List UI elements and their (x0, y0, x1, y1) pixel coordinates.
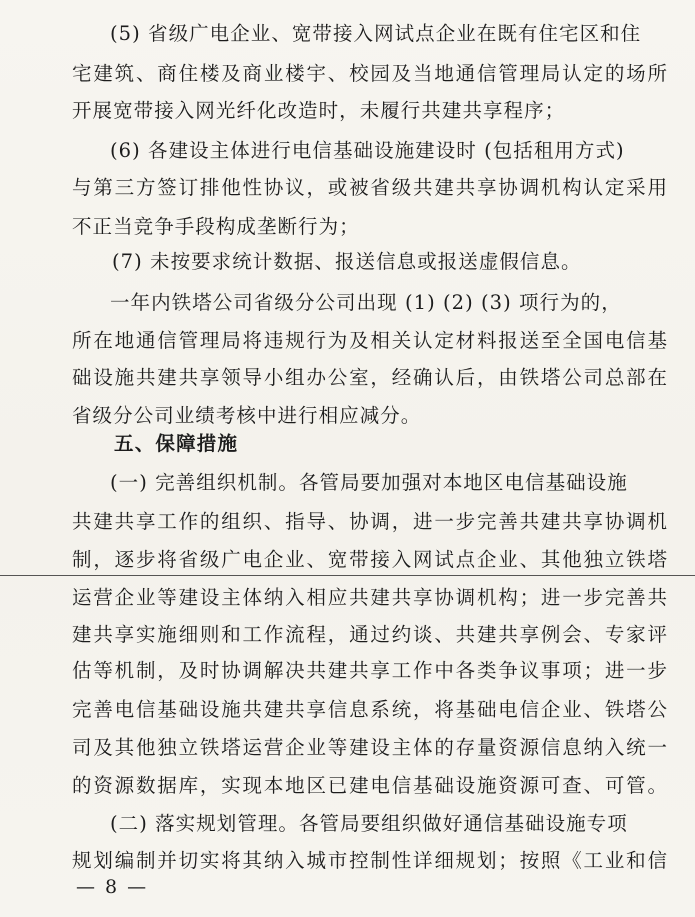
measure-1-line-2: 共建共享工作的组织、指导、协调，进一步完善共建共享协调机 (72, 510, 668, 533)
paragraph-6-line-2: 与第三方签订排他性协议，或被省级共建共享协调机构认定采用 (72, 176, 668, 199)
paragraph-7-line-1: (7) 未按要求统计数据、报送信息或报送虚假信息。 (112, 250, 582, 273)
measure-1-line-6: 估等机制，及时协调解决共建共享工作中各类争议事项；进一步 (72, 659, 668, 682)
penalty-paragraph-line-3: 础设施共建共享领导小组办公室，经确认后，由铁塔公司总部在 (72, 366, 668, 389)
paragraph-5-line-2: 宅建筑、商住楼及商业楼宇、校园及当地通信管理局认定的场所 (72, 62, 668, 85)
scan-artifact-line (0, 575, 695, 576)
measure-1-line-1: (一) 完善组织机制。各管局要加强对本地区电信基础设施 (110, 471, 628, 494)
penalty-paragraph-line-4: 省级分公司业绩考核中进行相应减分。 (72, 404, 422, 427)
measure-1-line-8: 司及其他独立铁塔运营企业等建设主体的存量资源信息纳入统一 (72, 736, 668, 759)
penalty-paragraph-line-1: 一年内铁塔公司省级分公司出现 (1) (2) (3) 项行为的， (110, 291, 622, 314)
section-heading: 五、保障措施 (114, 432, 239, 455)
measure-1-line-3: 制，逐步将省级广电企业、宽带接入网试点企业、其他独立铁塔 (72, 548, 668, 571)
paragraph-6-line-3: 不正当竞争手段构成垄断行为； (72, 215, 360, 238)
paragraph-6-line-1: (6) 各建设主体进行电信基础设施建设时 (包括租用方式) (110, 139, 625, 162)
measure-1-line-9: 的资源数据库，实现本地区已建电信基础设施资源可查、可管。 (72, 774, 668, 797)
penalty-paragraph-line-2: 所在地通信管理局将违规行为及相关认定材料报送至全国电信基 (72, 329, 668, 352)
page-number: — 8 — (76, 876, 149, 898)
measure-2-line-1: (二) 落实规划管理。各管局要组织做好通信基础设施专项 (110, 812, 628, 835)
measure-2-line-2: 规划编制并切实将其纳入城市控制性详细规划；按照《工业和信 (72, 849, 668, 872)
measure-1-line-7: 完善电信基础设施共建共享信息系统，将基础电信企业、铁塔公 (72, 698, 668, 721)
paragraph-5-line-3: 开展宽带接入网光纤化改造时，未履行共建共享程序； (72, 99, 566, 122)
measure-1-line-4: 运营企业等建设主体纳入相应共建共享协调机构；进一步完善共 (72, 586, 668, 609)
measure-1-line-5: 建共享实施细则和工作流程，通过约谈、共建共享例会、专家评 (72, 623, 668, 646)
paragraph-5-line-1: (5) 省级广电企业、宽带接入网试点企业在既有住宅区和住 (110, 22, 642, 45)
